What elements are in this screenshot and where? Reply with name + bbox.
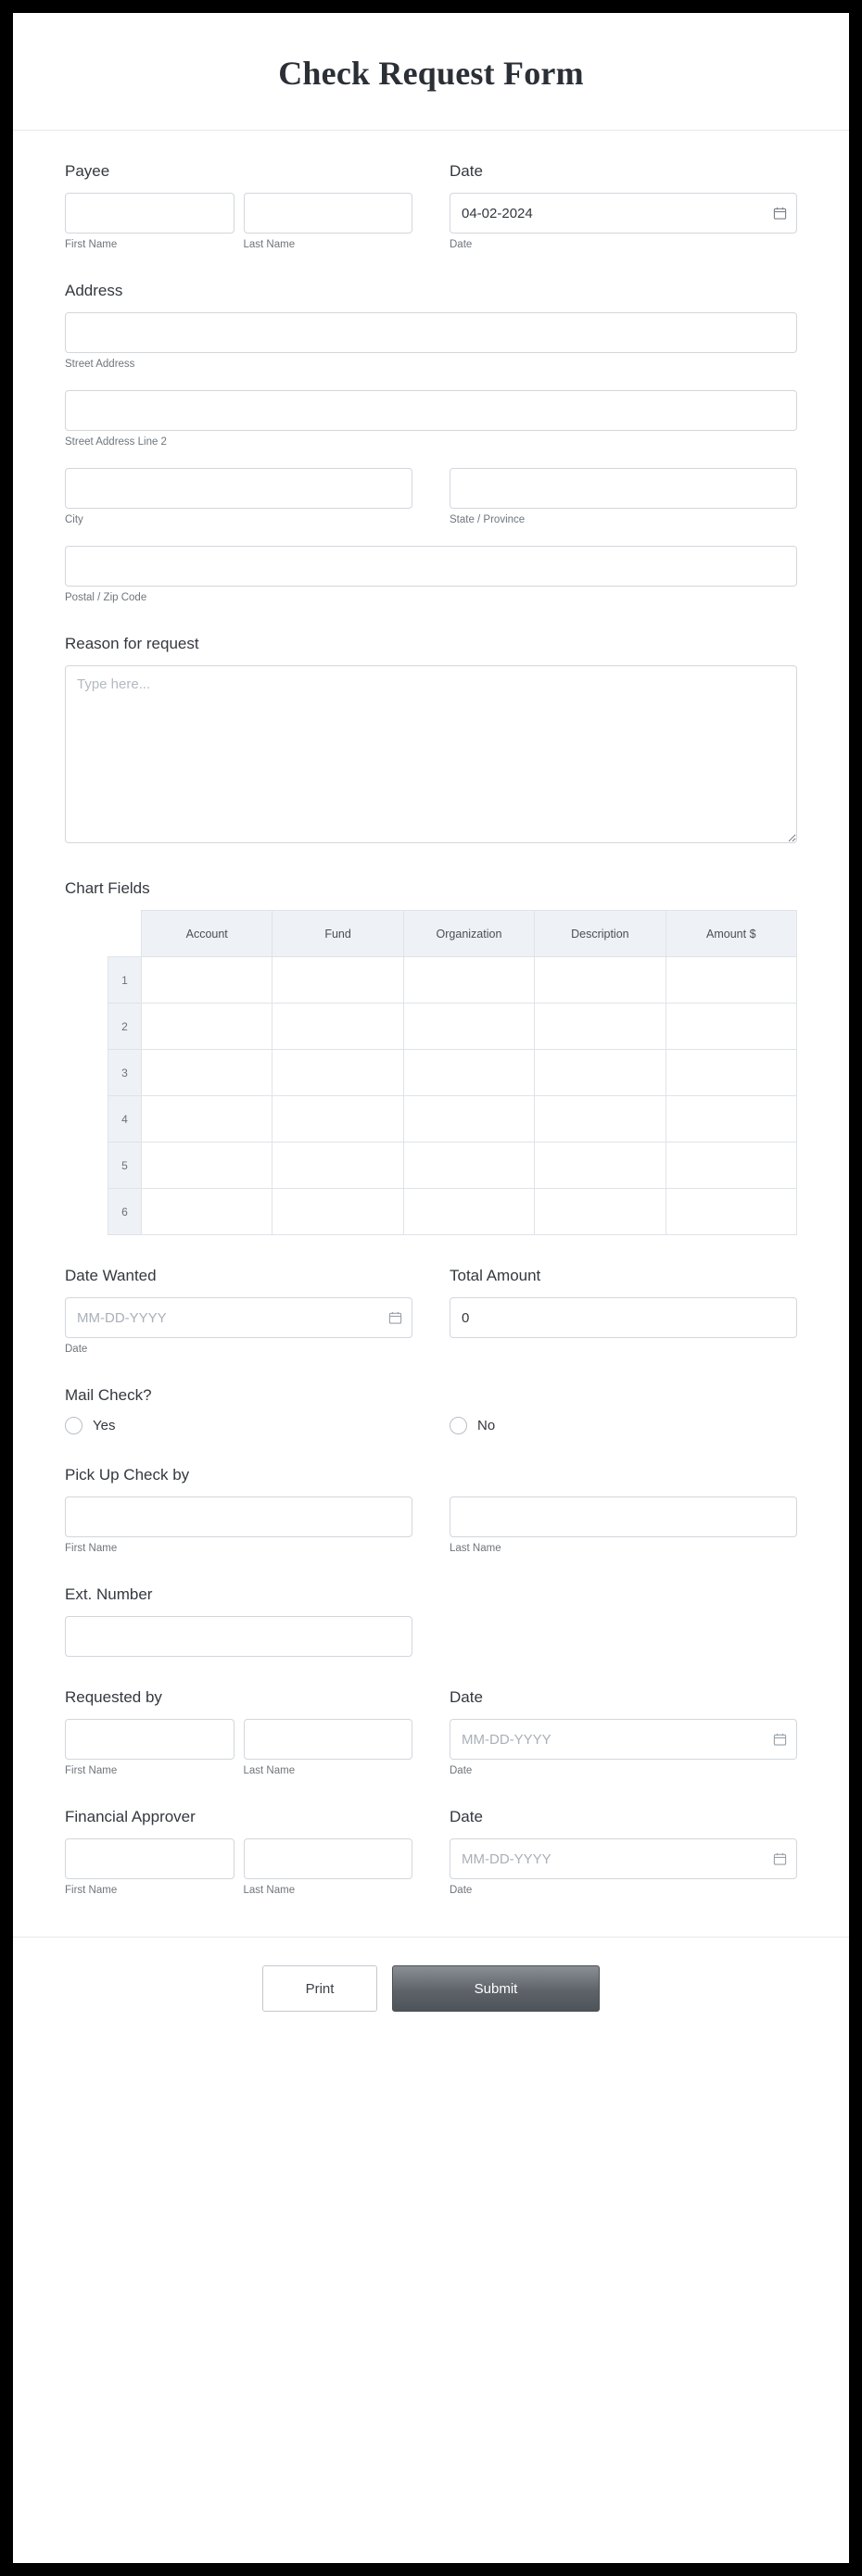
cell-amount[interactable] (666, 957, 796, 1004)
table-header-row (108, 911, 797, 957)
table-row (108, 1143, 797, 1189)
cell-description[interactable] (535, 1189, 666, 1235)
city-sublabel: City (65, 514, 83, 525)
cell-account[interactable] (142, 957, 273, 1004)
approver-date-sublabel: Date (450, 1885, 473, 1896)
city-input[interactable] (65, 468, 412, 509)
cell-organization[interactable] (403, 1004, 534, 1050)
row-number: 1 (108, 957, 142, 1004)
address-label: Address (65, 282, 123, 299)
cell-amount[interactable] (666, 1143, 796, 1189)
date-top-input[interactable] (450, 193, 797, 234)
ext-number-input[interactable] (65, 1616, 412, 1657)
street-address-input[interactable] (65, 312, 797, 353)
pickup-by-label: Pick Up Check by (65, 1466, 190, 1484)
column-header-description: Description (535, 911, 666, 957)
requested-date-group (450, 1688, 797, 1776)
radio-icon[interactable] (450, 1417, 467, 1434)
pickup-last-name-input[interactable] (450, 1496, 797, 1537)
cell-account[interactable] (142, 1050, 273, 1096)
section-ext-number (65, 1585, 797, 1657)
requested-by-first-name-input[interactable] (65, 1719, 235, 1760)
state-province-sublabel: State / Province (450, 514, 526, 525)
form-body (13, 131, 849, 1937)
reason-label: Reason for request (65, 635, 199, 652)
row-number: 3 (108, 1050, 142, 1096)
date-top-group (450, 162, 797, 250)
cell-fund[interactable] (273, 1189, 403, 1235)
section-address (65, 282, 797, 603)
payee-last-name-input[interactable] (244, 193, 413, 234)
date-top-label: Date (450, 162, 483, 180)
street-address-sublabel: Street Address (65, 359, 135, 370)
chart-fields-label: Chart Fields (65, 879, 150, 897)
cell-account[interactable] (142, 1004, 273, 1050)
approver-first-name-sublabel: First Name (65, 1885, 118, 1896)
date-wanted-label: Date Wanted (65, 1267, 157, 1284)
cell-description[interactable] (535, 957, 666, 1004)
state-cell (450, 468, 797, 525)
approver-last-name-sublabel: Last Name (243, 1885, 296, 1896)
section-pickup-by (65, 1466, 797, 1554)
total-amount-label: Total Amount (450, 1267, 541, 1284)
date-wanted-group (65, 1267, 412, 1355)
cell-fund[interactable] (273, 957, 403, 1004)
state-province-input[interactable] (450, 468, 797, 509)
mail-check-no-label: No (477, 1418, 496, 1433)
ext-number-spacer (450, 1616, 797, 1657)
table-row (108, 957, 797, 1004)
radio-icon[interactable] (65, 1417, 82, 1434)
requested-by-last-name-cell (244, 1719, 413, 1776)
payee-first-name-cell (65, 193, 235, 250)
cell-organization[interactable] (403, 1096, 534, 1143)
requested-by-label: Requested by (65, 1688, 162, 1706)
row-number: 4 (108, 1096, 142, 1143)
requested-date-label: Date (450, 1688, 483, 1706)
postal-code-input[interactable] (65, 546, 797, 587)
column-header-amount: Amount $ (666, 911, 796, 957)
mail-check-option-yes[interactable] (65, 1417, 412, 1434)
requested-by-last-name-input[interactable] (244, 1719, 413, 1760)
chart-fields-table (108, 910, 797, 1235)
cell-amount[interactable] (666, 1096, 796, 1143)
total-amount-group (450, 1267, 797, 1355)
column-header-account: Account (142, 911, 273, 957)
ext-number-cell (65, 1616, 412, 1657)
street-address-2-sublabel: Street Address Line 2 (65, 436, 167, 448)
ext-number-label: Ext. Number (65, 1585, 153, 1603)
approver-date-group (450, 1808, 797, 1896)
mail-check-option-no[interactable] (450, 1417, 797, 1434)
requested-by-first-name-cell (65, 1719, 235, 1776)
form-footer (13, 1937, 849, 2049)
section-mail-check (65, 1386, 797, 1434)
column-header-organization: Organization (403, 911, 534, 957)
requested-date-sublabel: Date (450, 1765, 473, 1776)
financial-approver-label: Financial Approver (65, 1808, 196, 1825)
mail-check-yes-label: Yes (93, 1418, 116, 1433)
payee-last-name-sublabel: Last Name (243, 239, 296, 250)
table-corner-cell (108, 911, 142, 957)
cell-fund[interactable] (273, 1050, 403, 1096)
street-address-2-cell (65, 390, 797, 448)
approver-last-name-input[interactable] (244, 1838, 413, 1879)
cell-amount[interactable] (666, 1004, 796, 1050)
payee-first-name-input[interactable] (65, 193, 235, 234)
total-amount-input[interactable] (450, 1297, 797, 1338)
cell-account[interactable] (142, 1096, 273, 1143)
street-address-2-input[interactable] (65, 390, 797, 431)
table-row (108, 1050, 797, 1096)
cell-fund[interactable] (273, 1004, 403, 1050)
payee-last-name-cell (244, 193, 413, 250)
cell-organization[interactable] (403, 1143, 534, 1189)
section-payee (65, 162, 797, 250)
table-row (108, 1096, 797, 1143)
cell-organization[interactable] (403, 1189, 534, 1235)
pickup-first-name-input[interactable] (65, 1496, 412, 1537)
cell-account[interactable] (142, 1189, 273, 1235)
date-wanted-input[interactable] (65, 1297, 412, 1338)
date-top-sublabel: Date (450, 239, 473, 250)
section-financial-approver (65, 1808, 797, 1896)
requested-date-input[interactable] (450, 1719, 797, 1760)
financial-approver-group (65, 1808, 412, 1896)
cell-fund[interactable] (273, 1143, 403, 1189)
cell-amount[interactable] (666, 1050, 796, 1096)
row-number: 2 (108, 1004, 142, 1050)
approver-last-name-cell (244, 1838, 413, 1896)
requested-by-last-name-sublabel: Last Name (243, 1765, 296, 1776)
date-wanted-sublabel: Date (65, 1344, 88, 1355)
table-row (108, 1004, 797, 1050)
section-date-wanted-total (65, 1267, 797, 1355)
postal-code-sublabel: Postal / Zip Code (65, 592, 147, 603)
mail-check-label: Mail Check? (65, 1386, 152, 1404)
section-chart-fields (65, 879, 797, 1235)
cell-organization[interactable] (403, 957, 534, 1004)
section-requested-by (65, 1688, 797, 1776)
approver-first-name-cell (65, 1838, 235, 1896)
approver-first-name-input[interactable] (65, 1838, 235, 1879)
city-cell (65, 468, 412, 525)
submit-button[interactable]: Submit (392, 1965, 600, 2012)
pickup-last-name-sublabel: Last Name (450, 1543, 501, 1554)
requested-by-group (65, 1688, 412, 1776)
payee-first-name-sublabel: First Name (65, 239, 118, 250)
page-title: Check Request Form (278, 55, 584, 92)
payee-label: Payee (65, 162, 110, 180)
row-number: 6 (108, 1189, 142, 1235)
pickup-first-name-sublabel: First Name (65, 1543, 118, 1554)
cell-description[interactable] (535, 1050, 666, 1096)
street-address-cell (65, 312, 797, 370)
approver-date-label: Date (450, 1808, 483, 1825)
cell-amount[interactable] (666, 1189, 796, 1235)
pickup-first-name-cell (65, 1496, 412, 1554)
cell-account[interactable] (142, 1143, 273, 1189)
pickup-last-name-cell (450, 1496, 797, 1554)
postal-code-cell (65, 546, 797, 603)
cell-description[interactable] (535, 1004, 666, 1050)
form-header (13, 13, 849, 131)
column-header-fund: Fund (273, 911, 403, 957)
approver-date-input[interactable] (450, 1838, 797, 1879)
payee-group (65, 162, 412, 250)
table-row (108, 1189, 797, 1235)
requested-by-first-name-sublabel: First Name (65, 1765, 118, 1776)
cell-description[interactable] (535, 1143, 666, 1189)
row-number: 5 (108, 1143, 142, 1189)
print-button[interactable]: Print (262, 1965, 377, 2012)
cell-fund[interactable] (273, 1096, 403, 1143)
cell-organization[interactable] (403, 1050, 534, 1096)
section-reason (65, 635, 797, 848)
cell-description[interactable] (535, 1096, 666, 1143)
form-container (13, 13, 849, 2049)
reason-textarea[interactable] (65, 665, 797, 843)
